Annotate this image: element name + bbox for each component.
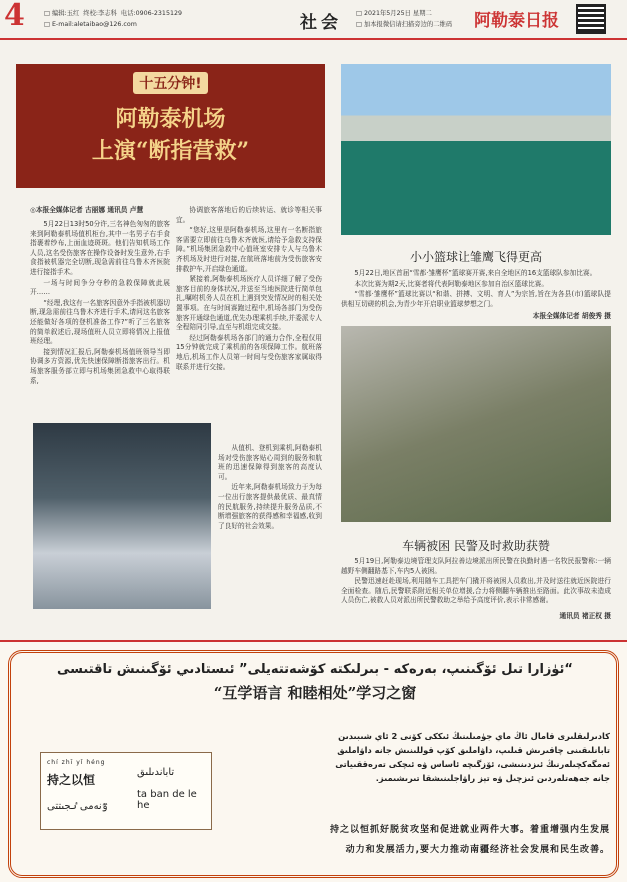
section-title: 社会 — [300, 13, 342, 33]
date-line: □ 2021年5月25日 星期二 — [356, 10, 432, 17]
paragraph: 协调旅客落地后的后续转运、就诊等相关事宜。 — [176, 206, 322, 224]
newspaper-brand: 阿勒泰日报 — [474, 11, 559, 31]
photo1-text — [341, 269, 611, 310]
vehicle-rescue-photo — [341, 326, 611, 522]
proofreader: 终校:李志科 — [83, 10, 117, 17]
uyghur-line-4: جانە جەھەتلەردىن ئىزچىل ۋە تېز راۋاجلىنىشقا تىرىشىمىز. — [375, 773, 610, 783]
basketball-photo — [341, 64, 611, 235]
chinese-line-1: 持之以恒抓好脱贫攻坚和促进就业两件大事。着重增强内生发展 — [329, 825, 610, 835]
wechat-note-line: □ 加本报微信请扫描旁边的二维码 — [356, 21, 453, 28]
editor-line: □ 编辑:玉红 终校:李志科 电话:0906-2315129 — [44, 10, 182, 17]
qr-code-icon[interactable] — [576, 4, 606, 34]
paragraph: 近年来,阿勒泰机场致力于为每一位出行旅客提供最优质、最真情的民航服务,持续提升服务品质,不断增强旅客的获得感和幸福感,收到了良好的社会效果。 — [218, 483, 322, 530]
article-column-1 — [30, 220, 170, 420]
email-line: □ E-mail:aletaibao@126.com — [44, 21, 137, 28]
paragraph: 5月19日,阿勒泰边境管理支队阿拉善边境派出所民警在执勤时遇一名牧民报警称:一辆越野车侧翻路基下,车内5人被困。 — [341, 557, 611, 575]
paragraph: “您好,这里是阿勒泰机场,这里有一名断指旅客需要立即前往乌鲁木齐就医,请给予急救支持保障。”机场集团急救中心值班室安排专人与乌鲁木齐机场及时进行对接,在航班落地前为受伤旅客安排救护车,开启绿色通道。 — [176, 226, 322, 273]
page-header — [0, 0, 627, 40]
phrase-uyghur: تاباندىلىق — [137, 767, 175, 778]
photo2-credit: 通讯员 褚正权 摄 — [559, 612, 611, 620]
paragraph: 一场与时间争分夺秒的急救保障就此展开…… — [30, 278, 170, 297]
paragraph: 民警迅速赶赴现场,利用随车工具把车门撬开将被困人员救出,并及时送往就近医院进行全面检查。随后,民警联系附近相关单位增援,合力将侧翻车辆推出至路面。此次事故未造成人员伤亡,被救人员对派出所民警救助之举给予高度评价,表示非常感谢。 — [341, 577, 611, 605]
phrase-uyghur-latin: ta ban de le he — [137, 789, 197, 811]
photo2-caption: 车辆被困 民警及时救助获赞 — [402, 539, 550, 553]
paragraph: “经理,我这有一名旅客因意外手指被机器切断,现急需前往乌鲁木齐进行手术,请问这名旅客还能做好各项的登机准备工作?”听了三名旅客的简单叙述后,现场值班人员立即将情况上报值班经理。 — [30, 298, 170, 346]
phrase-pinyin: chí zhī yǐ héng — [47, 759, 106, 766]
headline-box — [16, 64, 325, 188]
paragraph: 接到情况汇报后,阿勒泰机场值班领导当即协调多方资源,优先快速保障断指旅客出行。机场旅客服务部立即与机场集团急救中心取得联系, — [30, 347, 170, 385]
phrase-chinese: 持之以恒 — [47, 773, 96, 787]
phrase-kazakh: ٷنەمى ٸجىتتى — [47, 801, 108, 812]
box-title-chinese: “互学语言 和睦相处”学习之窗 — [213, 684, 417, 702]
phrase-card — [40, 752, 212, 830]
paragraph: 经过阿勒泰机场各部门的通力合作,全程仅用15分钟就完成了乘机前的各项保障工作。航班落地后,机场工作人员第一时间与受伤旅客家属取得联系并进行交接。 — [176, 333, 322, 371]
paragraph: “雪都·雏鹰杯”篮球比赛以“和谐、拼搏、文明、育人”为宗旨,旨在为各县(市)篮球队提供相互切磋的机会,为青少年开启职业篮球梦想之门。 — [341, 290, 611, 308]
uyghur-line-1: كادىرلىقلىرى قامال ئاڭ ماي جۈمىلىنىڭ ئىككى كۆنى 2 ئاي شىبىدىن — [338, 731, 610, 741]
headline-line2: 上演“断指营救” — [91, 138, 250, 164]
paragraph: 5月22日,地区首届“雪都·雏鹰杯”篮球赛开赛,来自全地区的16支篮球队参加比赛。 — [354, 269, 597, 277]
kicker — [16, 72, 325, 94]
weekday: 星期二 — [412, 10, 432, 17]
photo2-text — [341, 557, 611, 607]
wechat-note: 加本报微信请扫描旁边的二维码 — [363, 21, 453, 28]
email: E-mail:aletaibao@126.com — [51, 21, 137, 28]
phone: 电话:0906-2315129 — [120, 10, 182, 17]
photo1-caption: 小小篮球让雏鹰飞得更高 — [409, 250, 542, 264]
date: 2021年5月25日 — [363, 10, 411, 17]
paragraph: 紧接着,阿勒泰机场医疗人员详细了解了受伤旅客目前的身体状况,并送至当地医院进行简单包扎,嘱咐机务人员在机上遇到突发情况时的相关处置事项。在与时间赛跑过程中,机场各部门为受伤旅客开通绿色通道,优先办理乘机手续,并委派专人全程陪同引导,直至与机组完成交接。 — [176, 275, 322, 332]
paragraph: 本次比赛为期2天,比赛者将代表阿勒泰地区参加自治区篮球比赛。 — [354, 279, 549, 288]
paragraph: 从值机、登机到乘机,阿勒泰机场对受伤旅客贴心周到的服务和航班的迅速保障得到旅客的高度认可。 — [218, 444, 322, 481]
page-number: 4 — [4, 0, 25, 33]
airport-cabin-photo — [33, 423, 211, 609]
article-column-2b — [218, 444, 322, 614]
editor: 编辑:玉红 — [51, 10, 80, 17]
box-title-uyghur: “ئۈزارا تىل ئۆگىنىپ، بەرەكە - بىرلىكتە كۆشەتتەيلى” ئىستادىي ئۆگىنىش تاقتىسى — [57, 662, 573, 677]
article-column-2 — [176, 206, 322, 442]
article-byline: ◎本报全媒体记者 古丽娜 通讯员 卢慧 — [30, 206, 144, 214]
kicker-text: 十五分钟! — [133, 72, 207, 94]
paragraph: 5月22日13时50分许,三名神色匆匆的旅客来到阿勒泰机场值机柜台,其中一名男子右手食指裹着纱布,上面血迹斑斑。他们告知机场工作人员,这名受伤旅客在操作设备时发生意外,右手食指被机器完全切断,现急需前往乌鲁木齐医院进行接指手术。 — [30, 220, 170, 276]
uyghur-line-3: ئەمگەكچىلەرنىڭ ئىزدىنىشى، ئۆزگىچە ئاساس ۋە ئىچكى تەرەققىياتى — [335, 759, 610, 769]
uyghur-line-2: تابانلىقىنى چاقىرىش قىلىپ، داۋاملىق كۆپ قوللىنىش جانە داۋاملىق — [337, 745, 610, 755]
chinese-line-2: 动力和发展活力,要大力推动南疆经济社会发展和民生改善。 — [345, 845, 610, 855]
photo1-credit: 本报全媒体记者 胡俊秀 摄 — [532, 312, 611, 320]
headline-line1: 阿勒泰机场 — [115, 106, 226, 132]
